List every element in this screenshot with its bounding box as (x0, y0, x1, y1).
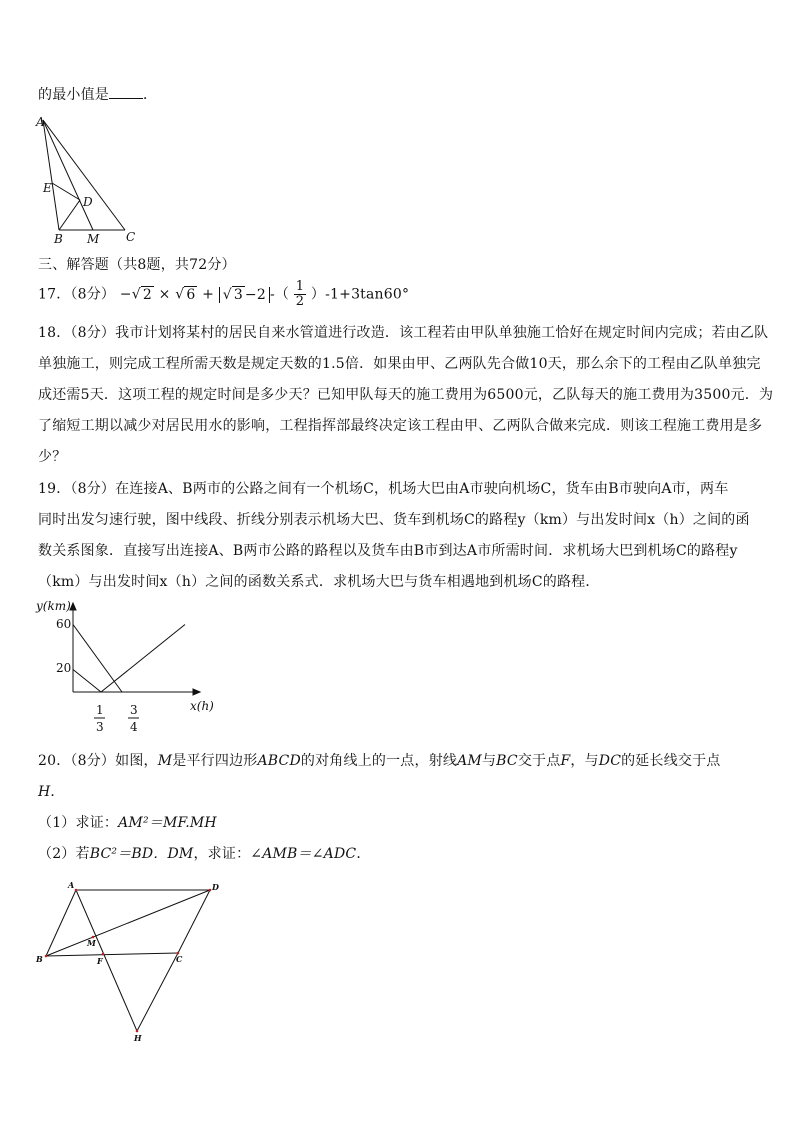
q17-plus: + (202, 286, 215, 303)
diagonal-bd (46, 890, 210, 956)
edge-dc (178, 890, 210, 953)
label-h: H (134, 1033, 142, 1043)
label-m: M (87, 232, 100, 245)
q18-line-5: 少？ (38, 449, 67, 465)
q20-line-1: 20．（8分）如图，M是平行四边形ABCD的对角线上的一点，射线AM与BC交于点F，与DC的延长线交于点 (38, 753, 721, 769)
top-fragment (38, 84, 157, 104)
edge-bc (46, 953, 178, 956)
x-axis-arrow (193, 689, 200, 695)
question-17 (38, 280, 409, 309)
label-d: D (212, 882, 219, 892)
label-d: D (83, 195, 93, 209)
ray-ah (76, 890, 137, 1031)
label-e: E (43, 181, 52, 195)
fraction-half: $\frac{1}{2}$ (295, 279, 305, 309)
q18-line-4: 了缩短工期以减少对居民用水的影响，工程指挥部最终决定该工程由甲、乙两队合做来完成．则该工程施工费用是多 (38, 418, 763, 434)
label-c: C (176, 954, 183, 964)
x-axis-label: x(h) (190, 699, 214, 713)
q17-dash: -（ (269, 286, 290, 303)
label-c: C (126, 230, 136, 244)
q19-line-3: 数关系图象．直接写出连接A、B两市公路的路程以及货车由B市到达A市所需时间．求机场大巴到机场C的路程y (38, 543, 738, 559)
label-b: B (36, 954, 43, 964)
answer-blank (109, 86, 143, 99)
series-layer (73, 625, 185, 693)
q20-part-2: （2）若BC²＝BD．DM，求证：∠AMB＝∠ADC． (38, 846, 371, 862)
label-b: B (54, 232, 63, 245)
q20-part-1: （1）求证：AM²＝MF.MH (38, 815, 217, 831)
triangle-figure (30, 110, 140, 245)
distance-time-graph (30, 598, 230, 740)
x-tick-3-4-den: 4 (130, 720, 138, 734)
q17-minus: − (119, 286, 132, 303)
label-a: A (36, 115, 45, 129)
q19-line-2: 同时出发匀速行驶，图中线段、折线分别表示机场大巴、货车到机场C的路程y（km）与出发时间x（h）之间的函 (38, 512, 750, 528)
q17-tail: ）-1+3tan60° (310, 286, 410, 303)
x-tick-1-3-num: 1 (96, 703, 104, 717)
label-a: A (68, 880, 75, 890)
label-m: M (87, 938, 96, 948)
top-fragment-end: ． (143, 87, 158, 103)
q17-times: × (158, 286, 171, 303)
q19-line-1: 19．（8分）在连接A、B两市的公路之间有一个机场C，机场大巴由A市驶向机场C，货车由B市驶向A市，两车 (38, 481, 729, 497)
x-tick-3-4-num: 3 (130, 703, 138, 717)
series-line-2 (73, 625, 185, 693)
sqrt-2: √ 2 (131, 286, 152, 303)
series-line-1 (73, 625, 122, 693)
y-tick-20: 20 (56, 661, 72, 675)
label-f: F (97, 956, 103, 966)
parallelogram-figure (30, 878, 230, 1048)
q18-line-2: 单独施工，则完成工程所需天数是规定天数的1.5倍．如果由甲、乙两队先合做10天，那么余下的工程由乙队单独完 (38, 356, 761, 372)
abs-expression: √ 3 −2 (219, 287, 270, 303)
y-axis-label: y(km) (36, 599, 71, 613)
q18-line-3: 成还需5天．这项工程的规定时间是多少天？已知甲队每天的施工费用为6500元，乙队每天的施工费用为3500元．为 (38, 387, 774, 403)
q17-prefix: 17．（8分） (38, 286, 116, 303)
sqrt-6: √ 6 (175, 286, 196, 303)
segment-ch (137, 953, 178, 1031)
x-tick-1-3-den: 3 (96, 720, 104, 734)
y-axis-arrow (70, 603, 76, 610)
q18-line-1: 18．（8分）我市计划将某村的居民自来水管道进行改造．该工程若由甲队单独施工恰好在规定时间内完成；若由乙队 (38, 325, 769, 341)
section-header: 三、解答题（共8题，共72分） (38, 257, 236, 273)
top-fragment-text: 的最小值是 (38, 87, 109, 103)
edge-ac (43, 120, 125, 230)
q20-line-2: H． (38, 784, 65, 800)
y-tick-60: 60 (56, 617, 72, 631)
q19-line-4: （km）与出发时间x（h）之间的函数关系式．求机场大巴与货车相遇地到机场C的路程． (38, 574, 600, 590)
segment-bd (59, 200, 80, 230)
